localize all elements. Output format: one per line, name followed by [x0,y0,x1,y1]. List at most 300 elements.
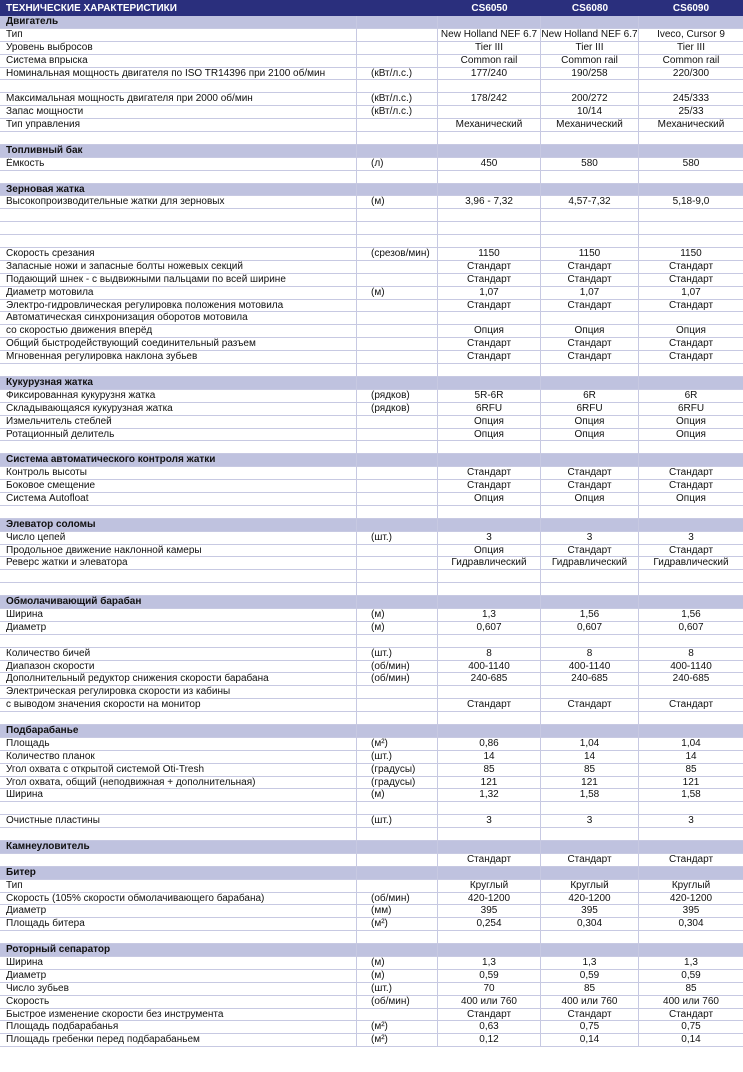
value-cell-cs6090: Tier III [677,41,705,53]
value-cell-cs6050: Стандарт [438,300,541,312]
section-title: Подбарабанье [0,725,357,737]
value-cell-cs6080: 6RFU [541,403,639,415]
value-cell-cs6080 [541,441,639,453]
table-row [0,261,743,274]
table-header [0,0,743,16]
spec-label: Запас мощности [0,106,357,118]
value-cell-cs6090: 5,18-9,0 [672,196,710,208]
value-cell-cs6080: 240-685 [541,673,639,685]
value-cell-cs6080 [541,377,639,389]
spec-label [0,635,357,647]
value-cell-cs6080 [541,944,639,956]
value-cell-cs6080: 0,607 [541,622,639,634]
value-cell-cs6080: Tier III [541,42,639,54]
unit-cell: (мм) [357,905,438,917]
unit-cell: (шт.) [357,815,438,827]
value-cell-cs6090 [639,145,743,157]
value-cell-cs6050: Стандарт [438,261,541,273]
unit-cell: (об/мин) [357,661,438,673]
value-cell-cs6080: Common rail [541,55,639,67]
spec-label: Высокопроизводительные жатки для зерновых [0,196,357,208]
unit-cell [357,570,438,582]
spec-label: Тип [0,880,357,892]
value-cell-cs6090: 400-1140 [670,660,712,672]
value-cell-cs6090 [639,570,743,582]
value-cell-cs6080: 420-1200 [541,893,639,905]
value-cell-cs6090: Стандарт [668,853,714,865]
unit-cell: (кВт/л.с.) [357,68,438,80]
value-cell-cs6050 [438,145,541,157]
value-cell-cs6080 [541,506,639,518]
value-cell-cs6090 [639,828,743,840]
unit-cell: (м) [357,789,438,801]
spec-label: Площадь [0,738,357,750]
value-cell-cs6080: Стандарт [541,480,639,492]
value-cell-cs6080: Стандарт [541,338,639,350]
spec-label: Уровень выбросов [0,42,357,54]
unit-cell [357,596,438,608]
unit-cell [357,725,438,737]
value-cell-cs6080 [541,145,639,157]
value-cell-cs6080: Стандарт [541,1009,639,1021]
unit-cell [357,16,438,28]
value-cell-cs6090 [639,841,743,853]
unit-cell [357,467,438,479]
spec-label: Тип управления [0,119,357,131]
spec-label: Тип [0,29,357,41]
value-cell-cs6050: 0,86 [438,738,541,750]
spec-label [0,828,357,840]
unit-cell: (м) [357,622,438,634]
value-cell-cs6090 [639,802,743,814]
value-cell-cs6080 [541,635,639,647]
table-row [0,970,743,983]
value-cell-cs6090: 395 [682,905,700,917]
value-cell-cs6080: 0,75 [541,1021,639,1033]
spec-label [0,132,357,144]
value-cell-cs6050: Common rail [438,55,541,67]
spec-label: Максимальная мощность двигателя при 2000 об/мин [0,93,357,105]
value-cell-cs6080: New Holland NEF 6.7 [541,28,638,40]
value-cell-cs6080: Круглый [541,880,639,892]
table-row [0,1021,743,1034]
value-cell-cs6080: 1,58 [541,789,639,801]
section-title: Система автоматического контроля жатки [0,454,357,466]
unit-cell [357,119,438,131]
value-cell-cs6050: 3 [438,815,541,827]
unit-cell: (об/мин) [357,893,438,905]
value-cell-cs6050: 395 [438,905,541,917]
unit-cell [357,441,438,453]
value-cell-cs6080: Опция [541,416,639,428]
value-cell-cs6050: 85 [438,764,541,776]
value-cell-cs6050 [438,725,541,737]
spec-label: Автоматическая синхронизация оборотов мотовила [0,312,357,324]
value-cell-cs6080: 1,04 [541,738,639,750]
spec-label: Число цепей [0,532,357,544]
table-row [0,416,743,429]
section-title: Топливный бак [0,145,357,157]
value-cell-cs6090: 85 [685,763,697,775]
spec-label: с выводом значения скорости на монитор [0,699,357,711]
table-row [0,635,743,648]
value-cell-cs6080 [541,802,639,814]
value-cell-cs6050 [438,506,541,518]
table-row [0,222,743,235]
value-cell-cs6080: Стандарт [541,699,639,711]
table-row [0,106,743,119]
table-row [0,300,743,313]
spec-label: Электро-гидровлическая регулировка положения мотовила [0,300,357,312]
value-cell-cs6090: 3 [688,531,694,543]
value-cell-cs6050: 1,3 [438,609,541,621]
unit-cell [357,493,438,505]
spec-label: Контроль высоты [0,467,357,479]
value-cell-cs6050: 3,96 - 7,32 [438,196,541,208]
value-cell-cs6080: 400-1140 [541,661,639,673]
table-row [0,158,743,171]
table-row [0,80,743,93]
spec-label: Измельчитель стеблей [0,416,357,428]
table-row [0,622,743,635]
unit-cell [357,480,438,492]
section-header-row [0,145,743,158]
value-cell-cs6080: Опция [541,493,639,505]
value-cell-cs6090 [639,235,743,247]
value-cell-cs6050: Стандарт [438,699,541,711]
unit-cell [357,184,438,196]
value-cell-cs6090 [639,944,743,956]
table-row [0,918,743,931]
unit-cell: (об/мин) [357,996,438,1008]
value-cell-cs6090 [639,16,743,28]
spec-label: Скорость срезания [0,248,357,260]
section-title: Камнеуловитель [0,841,357,853]
value-cell-cs6090: Опция [676,492,706,504]
section-title: Кукурузная жатка [0,377,357,389]
value-cell-cs6090: Стандарт [668,273,714,285]
table-row [0,209,743,222]
value-cell-cs6090: 420-1200 [669,892,713,904]
value-cell-cs6080 [541,454,639,466]
spec-label [0,931,357,943]
table-row [0,828,743,841]
table-row [0,441,743,454]
table-row [0,325,743,338]
spec-label: Складывающаяся кукурузная жатка [0,403,357,415]
value-cell-cs6050: 0,254 [438,918,541,930]
unit-cell: (м) [357,287,438,299]
unit-cell [357,261,438,273]
value-cell-cs6090 [639,132,743,144]
value-cell-cs6090: 3 [688,815,694,827]
table-row [0,583,743,596]
value-cell-cs6090 [639,80,743,92]
unit-cell [357,931,438,943]
table-row [0,854,743,867]
table-row [0,880,743,893]
spec-label: Электрическая регулировка скорости из кабины [0,686,357,698]
spec-label: Быстрое изменение скорости без инструмента [0,1009,357,1021]
value-cell-cs6090: 85 [685,982,697,994]
value-cell-cs6050 [438,867,541,879]
value-cell-cs6080: 0,14 [541,1034,639,1046]
table-row [0,42,743,55]
value-cell-cs6080: 0,304 [541,918,639,930]
value-cell-cs6080 [541,171,639,183]
section-title: Роторный сепаратор [0,944,357,956]
value-cell-cs6080 [541,312,639,324]
spec-label: Продольное движение наклонной камеры [0,545,357,557]
table-row [0,1009,743,1022]
unit-cell [357,686,438,698]
value-cell-cs6080: 121 [541,777,639,789]
value-cell-cs6090: Стандарт [668,699,714,711]
value-cell-cs6080 [541,209,639,221]
unit-cell [357,42,438,54]
table-row [0,673,743,686]
value-cell-cs6050 [438,441,541,453]
value-cell-cs6050: Опция [438,429,541,441]
table-row [0,893,743,906]
value-cell-cs6050: 0,607 [438,622,541,634]
value-cell-cs6080: 400 или 760 [541,996,639,1008]
value-cell-cs6080 [541,725,639,737]
value-cell-cs6080: 85 [541,983,639,995]
table-row [0,364,743,377]
unit-cell [357,583,438,595]
unit-cell [357,377,438,389]
spec-label [0,712,357,724]
value-cell-cs6050 [438,635,541,647]
value-cell-cs6090: 0,59 [681,969,701,981]
unit-cell: (л) [357,158,438,170]
value-cell-cs6090: 1150 [680,248,702,260]
value-cell-cs6090: 1,58 [681,789,701,801]
value-cell-cs6050: 1,07 [438,287,541,299]
table-row [0,506,743,519]
value-cell-cs6050: 400-1140 [438,661,541,673]
spec-rows [0,16,743,1047]
value-cell-cs6080: 4,57-7,32 [541,196,639,208]
value-cell-cs6050: 1150 [438,248,541,260]
section-title: Зерновая жатка [0,184,357,196]
spec-label: Ротационный делитель [0,429,357,441]
unit-cell [357,1009,438,1021]
section-header-row [0,841,743,854]
value-cell-cs6050: 240-685 [438,673,541,685]
value-cell-cs6080 [541,583,639,595]
unit-cell [357,300,438,312]
table-row [0,171,743,184]
table-row [0,132,743,145]
table-row [0,1034,743,1047]
table-row [0,777,743,790]
unit-cell [357,351,438,363]
sheet-title: ТЕХНИЧЕСКИЕ ХАРАКТЕРИСТИКИ [6,2,177,14]
value-cell-cs6080: 580 [541,158,639,170]
value-cell-cs6080: 1150 [541,248,639,260]
unit-cell: (градусы) [357,777,438,789]
spec-label [0,570,357,582]
value-cell-cs6050: Стандарт [438,1009,541,1021]
value-cell-cs6080: 200/272 [541,93,639,105]
value-cell-cs6090: Гидравлический [653,557,729,569]
value-cell-cs6050: 3 [438,532,541,544]
value-cell-cs6080 [541,16,639,28]
spec-label: Номинальная мощность двигателя по ISO TR14396 при 2100 об/мин [0,68,357,80]
spec-label: Общий быстродействующий соединительный разъем [0,338,357,350]
table-row [0,905,743,918]
unit-cell [357,274,438,286]
value-cell-cs6090: 121 [682,776,700,788]
value-cell-cs6080 [541,364,639,376]
value-cell-cs6080 [541,132,639,144]
value-cell-cs6050: 121 [438,777,541,789]
unit-cell [357,557,438,569]
value-cell-cs6080: 14 [541,751,639,763]
table-row [0,738,743,751]
value-cell-cs6090: 0,304 [678,918,704,930]
table-row [0,29,743,42]
unit-cell: (м²) [357,918,438,930]
value-cell-cs6090: 0,14 [681,1034,701,1046]
value-cell-cs6050: 5R-6R [438,390,541,402]
table-row [0,815,743,828]
spec-label: Система Autofloat [0,493,357,505]
value-cell-cs6090: 1,04 [681,737,701,749]
unit-cell [357,712,438,724]
value-cell-cs6050 [438,712,541,724]
value-cell-cs6080 [541,222,639,234]
value-cell-cs6050: 420-1200 [438,893,541,905]
unit-cell: (м) [357,970,438,982]
value-cell-cs6090 [639,596,743,608]
unit-cell [357,454,438,466]
value-cell-cs6050 [438,454,541,466]
table-row [0,661,743,674]
unit-cell [357,828,438,840]
spec-label [0,583,357,595]
value-cell-cs6090 [639,635,743,647]
value-cell-cs6050: Механический [438,119,541,131]
spec-label: Дополнительный редуктор снижения скорости барабана [0,673,357,685]
value-cell-cs6050: 0,63 [438,1021,541,1033]
value-cell-cs6080: Стандарт [541,261,639,273]
unit-cell [357,841,438,853]
table-row [0,789,743,802]
value-cell-cs6050: 70 [438,983,541,995]
spec-label: Угол охвата с открытой системой Oti-Tresh [0,764,357,776]
unit-cell: (м²) [357,1021,438,1033]
value-cell-cs6090 [639,686,743,698]
value-cell-cs6080 [541,235,639,247]
value-cell-cs6050 [438,570,541,582]
unit-cell: (м²) [357,738,438,750]
spec-label: Мгновенная регулировка наклона зубьев [0,351,357,363]
value-cell-cs6080: 1,07 [541,287,639,299]
spec-label: Скорость [0,996,357,1008]
unit-cell: (об/мин) [357,673,438,685]
spec-label: Подающий шнек - с выдвижными пальцами по всей ширине [0,274,357,286]
value-cell-cs6090: Стандарт [668,260,714,272]
spec-label: Диаметр [0,970,357,982]
value-cell-cs6050: 177/240 [438,68,541,80]
unit-cell: (градусы) [357,764,438,776]
spec-label [0,209,357,221]
value-cell-cs6090 [639,209,743,221]
table-row [0,983,743,996]
table-row [0,802,743,815]
value-cell-cs6090: 400 или 760 [663,995,719,1007]
unit-cell: (м) [357,957,438,969]
unit-cell: (шт.) [357,648,438,660]
spec-label [0,441,357,453]
table-row [0,351,743,364]
unit-cell [357,29,438,41]
value-cell-cs6050 [438,802,541,814]
unit-cell [357,132,438,144]
unit-cell [357,145,438,157]
section-title: Битер [0,867,357,879]
value-cell-cs6050 [438,364,541,376]
value-cell-cs6050: Стандарт [438,480,541,492]
value-cell-cs6080 [541,712,639,724]
table-row [0,493,743,506]
value-cell-cs6080: 8 [541,648,639,660]
unit-cell: (м) [357,609,438,621]
unit-cell [357,699,438,711]
value-cell-cs6050: 1,32 [438,789,541,801]
unit-cell [357,171,438,183]
spec-label [0,222,357,234]
unit-cell: (м²) [357,1034,438,1046]
value-cell-cs6050: 14 [438,751,541,763]
unit-cell [357,867,438,879]
spec-label: Скорость (105% скорости обмолачивающего барабана) [0,893,357,905]
value-cell-cs6080 [541,519,639,531]
section-header-row [0,16,743,29]
table-row [0,712,743,725]
table-row [0,248,743,261]
table-row [0,287,743,300]
spec-label [0,802,357,814]
spec-label: Угол охвата, общий (неподвижная + дополнительная) [0,777,357,789]
value-cell-cs6050: Стандарт [438,338,541,350]
value-cell-cs6090: 580 [682,157,700,169]
table-row [0,274,743,287]
value-cell-cs6050: 8 [438,648,541,660]
value-cell-cs6090: Common rail [662,54,720,66]
spec-label: со скоростью движения вперёд [0,325,357,337]
section-title: Элеватор соломы [0,519,357,531]
value-cell-cs6080: Стандарт [541,854,639,866]
table-row [0,119,743,132]
unit-cell [357,802,438,814]
unit-cell [357,55,438,67]
value-cell-cs6090: 240-685 [672,673,710,685]
value-cell-cs6090: 0,75 [681,1021,701,1033]
spec-label: Фиксированная кукурузня жатка [0,390,357,402]
unit-cell [357,209,438,221]
table-row [0,480,743,493]
unit-cell: (рядков) [357,403,438,415]
unit-cell: (шт.) [357,751,438,763]
value-cell-cs6050 [438,596,541,608]
section-header-row [0,596,743,609]
value-cell-cs6050: Круглый [438,880,541,892]
value-cell-cs6050 [438,132,541,144]
